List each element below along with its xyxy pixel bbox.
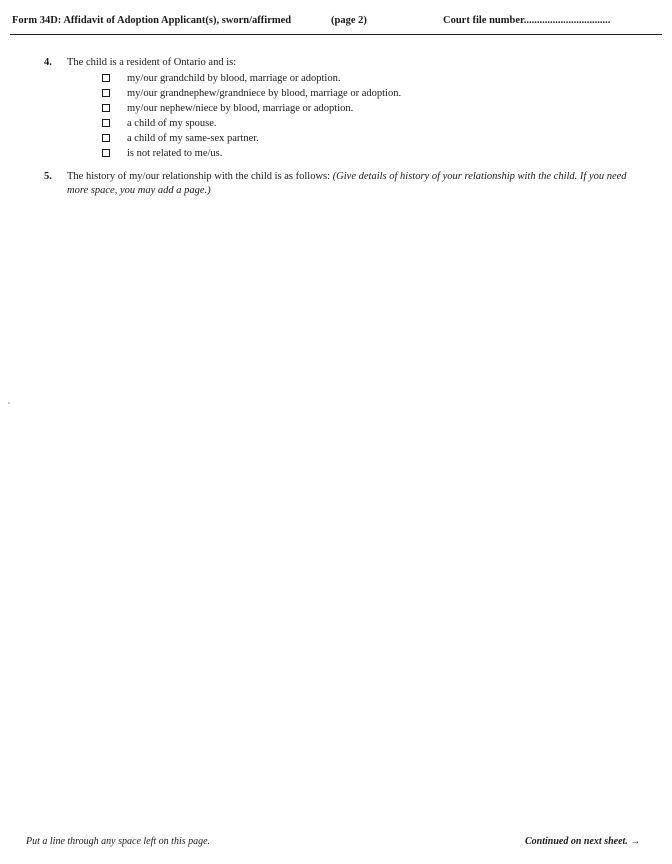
option-nephew-niece[interactable]	[100, 101, 520, 116]
checkbox-grandnephew-grandniece[interactable]	[102, 89, 110, 97]
option-label: my/our nephew/niece by blood, marriage or adoption.	[127, 103, 354, 114]
checkbox-child-of-spouse[interactable]	[102, 119, 110, 127]
option-not-related[interactable]	[100, 146, 520, 161]
section-5-number: 5.	[44, 171, 52, 182]
checkbox-not-related[interactable]	[102, 149, 110, 157]
checkbox-nephew-niece[interactable]	[102, 104, 110, 112]
court-file-number-field[interactable]: Court file number.................................	[443, 15, 611, 26]
scan-speck	[8, 402, 10, 404]
option-label: my/our grandchild by blood, marriage or adoption.	[127, 73, 341, 84]
checkbox-grandchild[interactable]	[102, 74, 110, 82]
header-divider	[10, 34, 662, 35]
checkbox-child-of-same-sex-partner[interactable]	[102, 134, 110, 142]
section-5-text: The history of my/our relationship with the child is as follows:	[67, 171, 331, 182]
continued-note: Continued on next sheet. →	[525, 836, 641, 847]
option-grandnephew-grandniece[interactable]	[100, 86, 520, 101]
option-child-of-spouse[interactable]	[100, 116, 520, 131]
page-header	[12, 15, 657, 31]
option-label: is not related to me/us.	[127, 148, 223, 159]
page-number: (page 2)	[331, 15, 367, 26]
section-4-question: The child is a resident of Ontario and is:	[67, 57, 237, 68]
option-label: a child of my spouse.	[127, 118, 217, 129]
relationship-options	[100, 71, 520, 161]
option-label: a child of my same-sex partner.	[127, 133, 259, 144]
option-grandchild[interactable]	[100, 71, 520, 86]
option-child-of-same-sex-partner[interactable]	[100, 131, 520, 146]
section-5-instruction: (Give details of history of your relationship with the child. If you need more space, you may add a page.)	[67, 171, 627, 196]
option-label: my/our grandnephew/grandniece by blood, marriage or adoption.	[127, 88, 402, 99]
form-title: Form 34D: Affidavit of Adoption Applicant(s), sworn/affirmed	[12, 15, 292, 26]
footer-note: Put a line through any space left on this page.	[26, 836, 211, 847]
section-4-number: 4.	[44, 57, 52, 68]
section-5-question	[67, 170, 637, 198]
